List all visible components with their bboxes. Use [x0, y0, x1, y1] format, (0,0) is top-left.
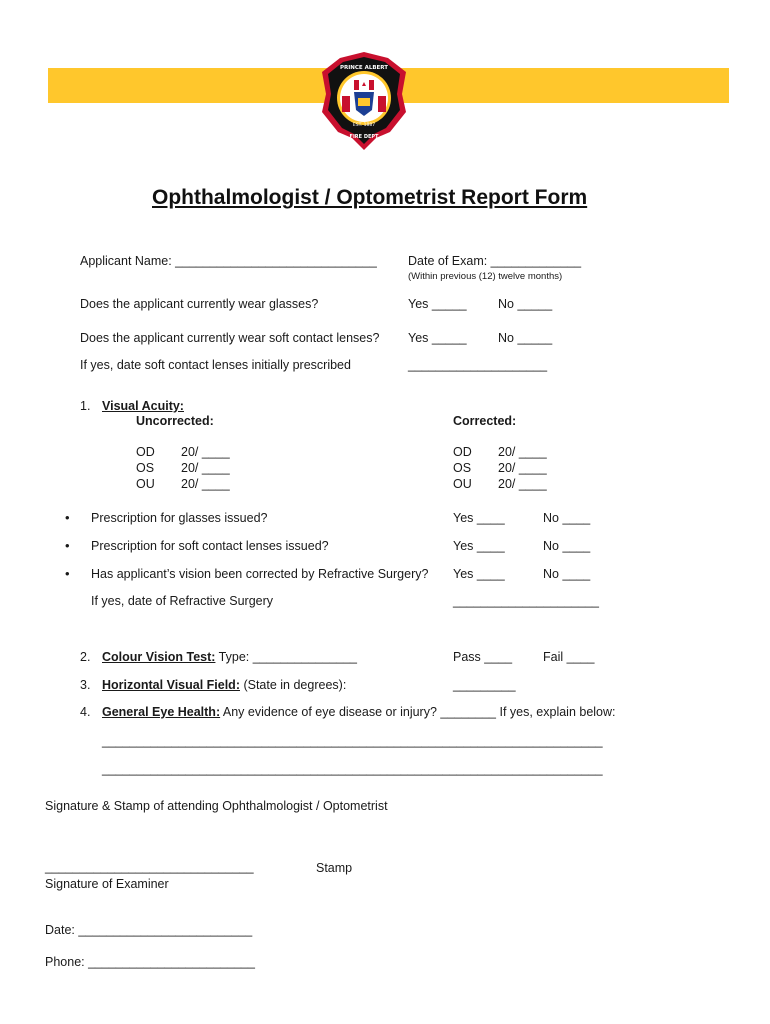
- uncorrected-os-field[interactable]: 20/ ____: [181, 461, 230, 475]
- logo-top-text: PRINCE ALBERT: [339, 65, 389, 71]
- eye-health-row: [102, 705, 616, 719]
- corrected-os-label: OS: [453, 461, 472, 475]
- refractive-date-field[interactable]: _____________________: [453, 594, 599, 608]
- contacts-question: Does the applicant currently wear soft contact lenses?: [80, 331, 380, 345]
- bullet-icon: •: [65, 538, 70, 553]
- glasses-yes-field[interactable]: Yes _____: [408, 297, 467, 311]
- corrected-os-field[interactable]: 20/ ____: [498, 461, 547, 475]
- logo-bottom-text: FIRE DEPT: [349, 134, 379, 140]
- applicant-name-field[interactable]: Applicant Name: _____________________________: [80, 254, 377, 268]
- contacts-date-label: If yes, date soft contact lenses initially prescribed: [80, 358, 351, 372]
- uncorrected-ou-label: OU: [136, 477, 155, 491]
- refractive-surgery-no-field[interactable]: No ____: [543, 567, 591, 581]
- stamp-label: Stamp: [316, 861, 353, 875]
- visual-field-heading: Horizontal Visual Field:: [102, 678, 240, 692]
- glasses-prescription-yes-field[interactable]: Yes ____: [453, 511, 505, 525]
- eye-health-heading: General Eye Health:: [102, 705, 221, 719]
- contacts-yes-field[interactable]: Yes _____: [408, 331, 467, 345]
- visual-acuity-number: 1.: [80, 399, 91, 413]
- contacts-prescription-no-field[interactable]: No ____: [543, 539, 591, 553]
- corrected-heading: Corrected:: [453, 414, 517, 428]
- uncorrected-od-label: OD: [136, 445, 155, 459]
- bullet-icon: •: [65, 566, 70, 581]
- page-title: Ophthalmologist / Optometrist Report Form: [152, 186, 588, 209]
- corrected-ou-label: OU: [453, 477, 472, 491]
- visual-field-row: [102, 678, 346, 692]
- visual-acuity-heading: Visual Acuity:: [102, 399, 184, 413]
- uncorrected-os-label: OS: [136, 461, 155, 475]
- eye-health-question[interactable]: Any evidence of eye disease or injury? ________ If yes, explain below:: [220, 705, 616, 719]
- eye-health-number: 4.: [80, 705, 91, 719]
- signature-of-examiner-label: Signature of Examiner: [45, 877, 169, 891]
- eye-health-explain-line-1[interactable]: ________________________________________________________________________: [102, 734, 603, 748]
- glasses-prescription-no-field[interactable]: No ____: [543, 511, 591, 525]
- exam-date-note: (Within previous (12) twelve months): [408, 271, 563, 282]
- uncorrected-heading: Uncorrected:: [136, 414, 214, 428]
- glasses-no-field[interactable]: No _____: [498, 297, 553, 311]
- colour-vision-pass-field[interactable]: Pass ____: [453, 650, 513, 664]
- date-of-exam-field[interactable]: Date of Exam: _____________: [408, 254, 582, 268]
- corrected-ou-field[interactable]: 20/ ____: [498, 477, 547, 491]
- eye-health-explain-line-2[interactable]: ________________________________________________________________________: [102, 762, 603, 776]
- glasses-prescription-question: Prescription for glasses issued?: [91, 511, 268, 525]
- fire-department-badge-logo: [318, 50, 410, 152]
- colour-vision-row: [102, 650, 357, 664]
- colour-vision-number: 2.: [80, 650, 91, 664]
- visual-field-degrees-field[interactable]: _________: [453, 678, 516, 692]
- uncorrected-od-field[interactable]: 20/ ____: [181, 445, 230, 459]
- signature-heading: Signature & Stamp of attending Ophthalmologist / Optometrist: [45, 799, 388, 813]
- date-field[interactable]: Date: _________________________: [45, 923, 253, 937]
- contacts-no-field[interactable]: No _____: [498, 331, 553, 345]
- uncorrected-ou-field[interactable]: 20/ ____: [181, 477, 230, 491]
- contacts-date-field[interactable]: ____________________: [408, 358, 548, 372]
- colour-vision-fail-field[interactable]: Fail ____: [543, 650, 595, 664]
- visual-field-label: (State in degrees):: [239, 678, 347, 692]
- refractive-surgery-question: Has applicant’s vision been corrected by Refractive Surgery?: [91, 567, 429, 581]
- contacts-prescription-yes-field[interactable]: Yes ____: [453, 539, 505, 553]
- refractive-surgery-yes-field[interactable]: Yes ____: [453, 567, 505, 581]
- phone-field[interactable]: Phone: ________________________: [45, 955, 255, 969]
- signature-field[interactable]: ______________________________: [45, 860, 254, 874]
- visual-field-number: 3.: [80, 678, 91, 692]
- refractive-date-label: If yes, date of Refractive Surgery: [91, 594, 274, 608]
- colour-vision-heading: Colour Vision Test:: [102, 650, 216, 664]
- colour-vision-type-field[interactable]: Type: _______________: [215, 650, 358, 664]
- contacts-prescription-question: Prescription for soft contact lenses issued?: [91, 539, 329, 553]
- logo-est-text: EST. 1887: [352, 123, 376, 128]
- glasses-question: Does the applicant currently wear glasses?: [80, 297, 319, 311]
- bullet-icon: •: [65, 510, 70, 525]
- corrected-od-field[interactable]: 20/ ____: [498, 445, 547, 459]
- corrected-od-label: OD: [453, 445, 472, 459]
